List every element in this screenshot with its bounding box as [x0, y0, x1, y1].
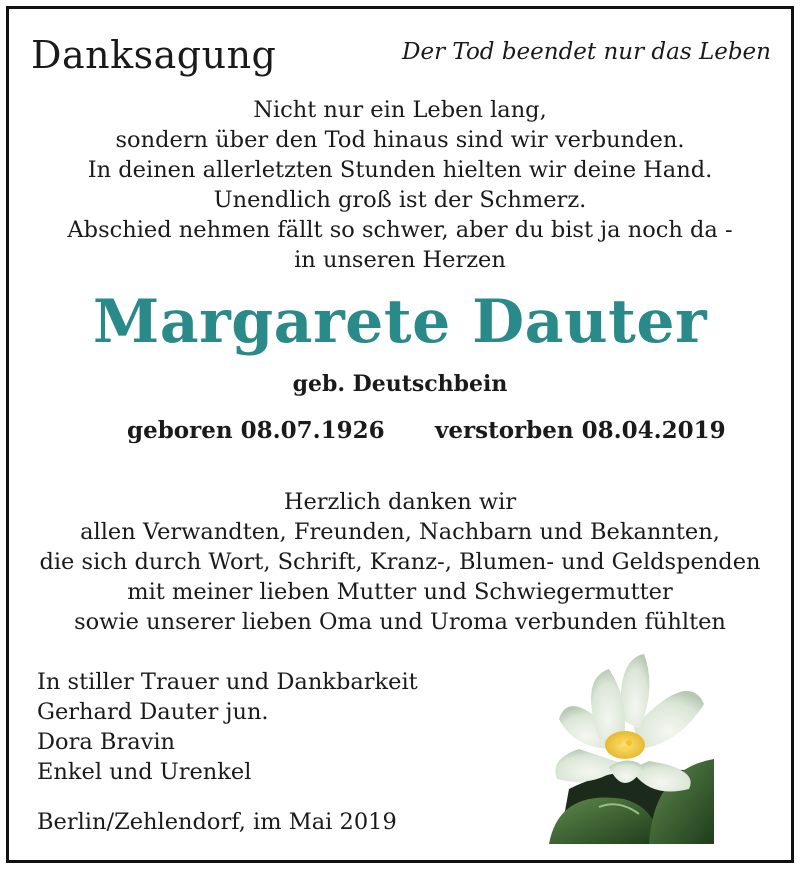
thanks-line: Herzlich danken wir — [283, 489, 517, 515]
thanks-line: allen Verwandten, Freunden, Nachbarn und Bekannten, — [80, 519, 720, 545]
thanks-line: die sich durch Wort, Schrift, Kranz-, Blumen- und Geldspenden — [39, 549, 761, 575]
signers-block — [37, 667, 418, 787]
place-date: Berlin/Zehlendorf, im Mai 2019 — [37, 809, 397, 835]
notice-motto: Der Tod beendet nur das Leben — [402, 39, 771, 65]
poem-line: In deinen allerletzten Stunden hielten wir deine Hand. — [87, 157, 713, 183]
signer-line: In stiller Trauer und Dankbarkeit — [37, 669, 418, 695]
water-lily-icon — [539, 649, 714, 844]
notice-frame — [6, 6, 794, 863]
death-date: verstorben 08.04.2019 — [435, 417, 726, 444]
signer-line: Dora Bravin — [37, 729, 176, 755]
signer-line: Gerhard Dauter jun. — [37, 699, 269, 725]
signer-line: Enkel und Urenkel — [37, 759, 252, 785]
poem-block — [9, 95, 791, 275]
birth-date: geboren 08.07.1926 — [127, 417, 385, 444]
maiden-name: geb. Deutschbein — [292, 371, 508, 397]
thanks-block — [9, 487, 791, 637]
poem-line: Nicht nur ein Leben lang, — [253, 97, 547, 123]
poem-line: in unseren Herzen — [294, 247, 506, 273]
thanks-line: mit meiner lieben Mutter und Schwiegermutter — [127, 579, 673, 605]
poem-line: sondern über den Tod hinaus sind wir verbunden. — [115, 127, 685, 153]
deceased-name: Margarete Dauter — [92, 287, 708, 357]
poem-line: Abschied nehmen fällt so schwer, aber du bist ja noch da - — [67, 217, 733, 243]
notice-heading: Danksagung — [31, 33, 277, 77]
thanks-line: sowie unserer lieben Oma und Uroma verbunden fühlten — [74, 609, 726, 635]
poem-line: Unendlich groß ist der Schmerz. — [213, 187, 587, 213]
